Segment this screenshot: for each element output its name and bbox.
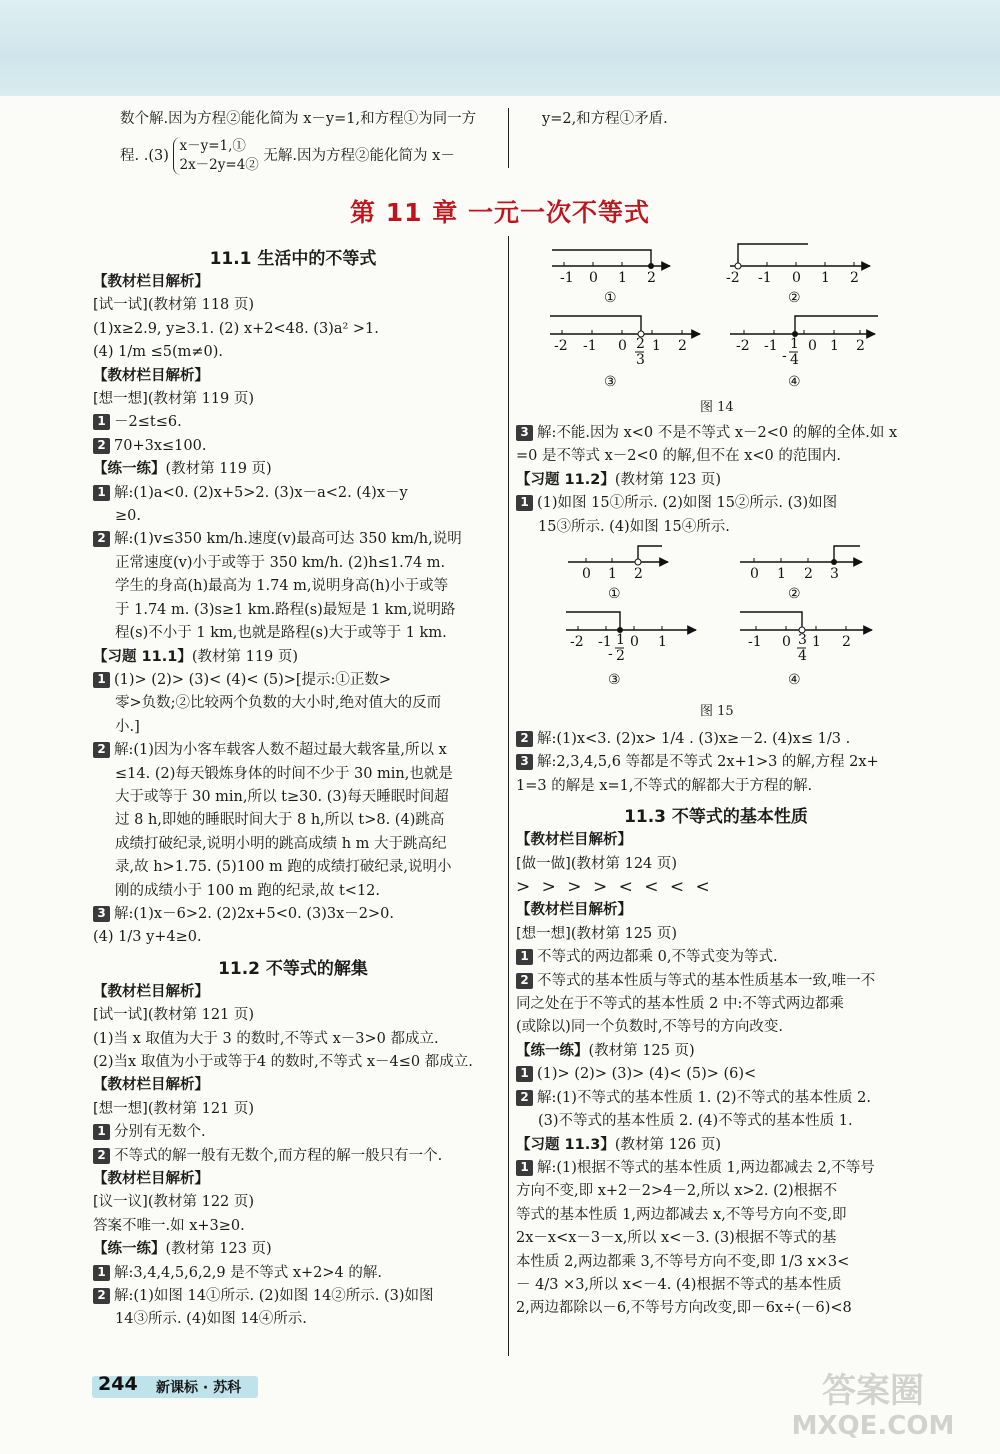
svg-text:0: 0 [782, 634, 791, 650]
number-line-14-2 [726, 244, 870, 306]
svg-text:2: 2 [647, 270, 656, 286]
question-number-2: 2 [93, 438, 110, 454]
svg-text:4: 4 [790, 352, 799, 368]
answer-line: ≥0. [115, 508, 141, 525]
answer-line: 解:(1)x<3. (2)x> 1/4 . (3)x≥－2. (4)x≤ 1/3 . [537, 731, 851, 747]
figure-14-caption: 图 14 [700, 400, 734, 415]
answer-line: 不等式的基本性质与等式的基本性质基本一致,唯一不 [537, 972, 876, 989]
header-banner [0, 0, 1000, 96]
think-title: [想一想] [93, 1100, 148, 1117]
fig14-label-2: ② [788, 290, 801, 306]
answer-line: (3)不等式的基本性质 2. (4)不等式的基本性质 1. [538, 1113, 853, 1130]
top-divider [508, 108, 509, 168]
svg-text:2: 2 [842, 634, 851, 650]
answer-line: 零>负数;②比较两个负数的大小时,绝对值大的反而 [115, 695, 442, 712]
equation-system [173, 137, 258, 175]
answer-line: 同之处在于不等式的基本性质 2 中:不等式两边都乘 [516, 996, 844, 1013]
answer-line: 解:(1)如图 14①所示. (2)如图 14②所示. (3)如图 [114, 1288, 434, 1305]
think-title: [想一想] [516, 925, 571, 942]
practice-title: 【练一练】 [93, 1241, 166, 1258]
top-left-block [120, 108, 500, 175]
section-11-2-title: 11.2 不等式的解集 [218, 958, 368, 979]
section-11-1-title: 11.1 生活中的不等式 [209, 249, 377, 269]
section-header: 【教材栏目解析】 [516, 902, 632, 919]
answer-line: 解:不能.因为 x<0 不是不等式 x－2<0 的解的全体.如 x [537, 425, 898, 441]
answer-line: (1)当 x 取值为大于 3 的数时,不等式 x－3>0 都成立. [93, 1030, 439, 1047]
svg-text:-2: -2 [726, 270, 740, 286]
svg-text:1: 1 [618, 270, 627, 286]
exercise-title: 【习题 11.2】 [516, 471, 615, 488]
answer-line: 小.] [115, 718, 140, 735]
top-left-line2 [120, 137, 500, 175]
section-header: 【教材栏目解析】 [93, 1171, 209, 1188]
answer-line: 录,故 h>1.75. (5)100 m 跑的成绩打破纪录,说明小 [115, 859, 452, 876]
answer-line: 不等式的解一般有无数个,而方程的解一般只有一个. [114, 1147, 443, 1164]
try-title: [试一试] [93, 297, 148, 314]
fig15-label-3: ③ [608, 672, 621, 688]
svg-text:1: 1 [821, 270, 830, 286]
textbook-ref: (教材第 118 页) [147, 297, 255, 314]
answer-line: 解:3,4,4,5,6,2,9 是不等式 x+2>4 的解. [114, 1264, 382, 1281]
question-number-1: 1 [93, 414, 110, 430]
fig15-label-1: ① [608, 586, 621, 602]
fig15-label-4: ④ [788, 672, 801, 688]
answer-line: －2≤t≤6. [114, 414, 182, 431]
fig14-label-3: ③ [604, 374, 617, 390]
svg-text:2: 2 [634, 566, 643, 582]
column-divider [508, 236, 509, 1356]
svg-text:-: - [608, 646, 613, 662]
system-eq-a: x－y=1,① [179, 138, 246, 155]
textbook-ref: (教材第 121 页) [147, 1100, 255, 1117]
answer-line: 1=3 的解是 x=1,不等式的解都大于方程的解. [516, 777, 813, 794]
svg-text:0: 0 [630, 634, 639, 650]
top-right-line: y=2,和方程①矛盾. [542, 111, 668, 127]
section-11-3-title: 11.3 不等式的基本性质 [624, 807, 808, 828]
number-line-14-3 [550, 316, 700, 390]
practice-title: 【练一练】 [516, 1042, 589, 1059]
left-column [93, 240, 493, 1332]
answer-line: (2)当x 取值为小于或等于4 的数时,不等式 x－4≤0 都成立. [93, 1054, 473, 1070]
svg-text:1: 1 [812, 634, 821, 650]
answer-line: 刚的成绩小于 100 m 跑的纪录,故 t<12. [115, 882, 381, 899]
exercise-title: 【习题 11.1】 [93, 648, 192, 665]
number-line-14-4 [730, 316, 878, 390]
svg-text:2: 2 [850, 270, 859, 286]
textbook-ref: (教材第 119 页) [191, 648, 299, 665]
textbook-ref: (教材第 125 页) [588, 1042, 695, 1059]
svg-text:2: 2 [678, 338, 687, 354]
question-number-1: 1 [516, 495, 533, 511]
question-number-2: 2 [516, 1090, 533, 1106]
svg-text:3: 3 [636, 352, 645, 368]
answer-line: 本性质 2,两边都乘 3,不等号方向不变,即 1/3 x×3< [516, 1253, 850, 1270]
answer-line: (1)x≥2.9, y≥3.1. (2) x+2<48. (3)a² >1. [93, 320, 379, 337]
figure-14 [540, 236, 900, 396]
answer-line: (或除以)同一个负数时,不等号的方向改变. [516, 1019, 784, 1036]
svg-text:0: 0 [750, 566, 759, 582]
svg-text:-1: -1 [758, 270, 772, 286]
answer-line: 正常速度(v)小于或等于 350 km/h. (2)h≤1.74 m. [115, 554, 446, 571]
answer-line: 答案不唯一.如 x+3≥0. [93, 1217, 245, 1234]
answer-line: 分别有无数个. [114, 1124, 206, 1141]
answer-line: 解:(1)v≤350 km/h.速度(v)最高可达 350 km/h,说明 [114, 531, 462, 548]
right-column-upper [516, 422, 916, 539]
answer-line: 2x－x<x－3－x,所以 x<－3. (3)根据不等式的基 [516, 1230, 837, 1247]
answer-line: 解:(1)不等式的基本性质 1. (2)不等式的基本性质 2. [537, 1089, 871, 1106]
section-header: 【教材栏目解析】 [93, 983, 209, 1000]
do-title: [做一做] [516, 855, 571, 872]
number-line-15-2 [740, 546, 862, 602]
answer-line: ≤14. (2)每天锻炼身体的时间不少于 30 min,也就是 [115, 765, 453, 782]
series-label: 新课标 · 苏科 [156, 1380, 242, 1396]
answer-line: 过 8 h,即她的睡眠时间大于 8 h,所以 t>8. (4)跳高 [115, 812, 445, 829]
answer-line: 70+3x≤100. [114, 437, 207, 454]
answer-line: 程(s)不小于 1 km,也就是路程(s)大于或等于 1 km. [115, 625, 447, 642]
answer-line: 大于或等于 30 min,所以 t≥30. (3)每天睡眠时间超 [115, 788, 449, 805]
number-line-15-3 [566, 612, 696, 688]
svg-text:-2: -2 [736, 338, 750, 354]
textbook-ref: (教材第 119 页) [165, 461, 272, 478]
answer-line: (1)> (2)> (3)> (4)< (5)> (6)< [537, 1066, 757, 1083]
practice-title: 【练一练】 [93, 461, 166, 478]
fig14-label-1: ① [604, 290, 617, 306]
answer-line: =0 是不等式 x－2<0 的解,但不在 x<0 的范围内. [516, 448, 841, 465]
svg-text:2: 2 [616, 648, 625, 664]
answer-line: 2,两边都除以－6,不等号方向改变,即－6x÷(－6)<8 [516, 1300, 852, 1317]
svg-text:1: 1 [616, 632, 625, 648]
svg-text:0: 0 [618, 338, 627, 354]
watermark-logo [758, 1362, 988, 1440]
section-header: 【教材栏目解析】 [516, 832, 632, 849]
question-number-1: 1 [516, 1066, 533, 1082]
textbook-ref: (教材第 124 页) [570, 855, 678, 872]
answer-line: 解:2,3,4,5,6 等都是不等式 2x+1>3 的解,方程 2x+ [537, 754, 879, 771]
answer-line: 15③所示. (4)如图 15④所示. [538, 518, 730, 535]
answer-line: 学生的身高(h)最高为 1.74 m,说明身高(h)小于或等 [115, 578, 449, 595]
svg-text:0: 0 [808, 338, 817, 354]
answer-line: 不等式的两边都乘 0,不等式变为等式. [537, 949, 778, 966]
svg-text:1: 1 [790, 336, 799, 352]
svg-text:1: 1 [658, 634, 667, 650]
textbook-ref: (教材第 119 页) [147, 391, 255, 408]
answer-line: (1)> (2)> (3)< (4)< (5)>[提示:①正数> [114, 671, 392, 688]
question-number-2: 2 [93, 1148, 110, 1164]
system-eq-b: 2x－2y=4② [179, 157, 259, 174]
chapter-title: 第 11 章 一元一次不等式 [350, 198, 650, 227]
try-title: [试一试] [93, 1007, 148, 1024]
textbook-ref: (教材第 126 页) [614, 1136, 722, 1153]
fig14-label-4: ④ [788, 374, 801, 390]
answer-line: 解:(1)根据不等式的基本性质 1,两边都减去 2,不等号 [537, 1159, 875, 1176]
exercise-title: 【习题 11.3】 [516, 1136, 615, 1153]
textbook-ref: (教材第 125 页) [570, 925, 678, 942]
textbook-ref: (教材第 121 页) [147, 1007, 255, 1024]
discuss-title: [议一议] [93, 1194, 148, 1211]
svg-text:2: 2 [804, 566, 813, 582]
svg-text:-1: -1 [583, 338, 597, 354]
figure-15 [556, 540, 896, 696]
question-number-1: 1 [93, 1265, 110, 1281]
svg-text:-1: -1 [560, 270, 574, 286]
svg-text:2: 2 [636, 336, 645, 352]
question-number-1: 1 [93, 1124, 110, 1140]
svg-text:-2: -2 [570, 634, 584, 650]
answer-line: 解:(1)a<0. (2)x+5>2. (3)x－a<2. (4)x－y [114, 484, 408, 501]
answer-line: 成绩打破纪录,说明小明的跳高成绩 h m 大于跳高纪 [115, 835, 447, 852]
right-column-lower [516, 728, 916, 1321]
system-suffix: 无解.因为方程②能化简为 x－ [263, 148, 455, 165]
answer-line: 于 1.74 m. (3)s≥1 km.路程(s)最短是 1 km,说明路 [115, 601, 456, 618]
svg-text:3: 3 [798, 632, 807, 648]
section-header: 【教材栏目解析】 [93, 274, 209, 290]
number-line-15-4 [740, 612, 872, 688]
question-number-2: 2 [93, 1288, 110, 1304]
question-number-1: 1 [516, 949, 533, 965]
answer-line: > > > > < < < < [516, 877, 713, 898]
answer-line: － 4/3 ×3,所以 x<－4. (4)根据不等式的基本性质 [516, 1276, 842, 1293]
question-number-2: 2 [516, 973, 533, 989]
svg-text:3: 3 [830, 566, 839, 582]
top-left-line1: 数个解.因为方程②能化简为 x－y=1,和方程①为同一方 [120, 111, 477, 127]
svg-text:1: 1 [830, 338, 839, 354]
section-header: 【教材栏目解析】 [93, 367, 209, 384]
system-prefix: 程. .(3) [120, 148, 169, 165]
fig15-label-2: ② [788, 586, 801, 602]
svg-text:1: 1 [777, 566, 786, 582]
svg-text:4: 4 [798, 648, 807, 664]
svg-text:-2: -2 [554, 338, 568, 354]
svg-text:0: 0 [589, 270, 598, 286]
question-number-1: 1 [93, 672, 110, 688]
answer-line: (4) 1/m ≤5(m≠0). [93, 344, 224, 361]
watermark-text: 答案圈 MXQE.COM [791, 1371, 955, 1440]
svg-text:0: 0 [582, 566, 591, 582]
textbook-ref: (教材第 122 页) [147, 1194, 255, 1211]
question-number-1: 1 [516, 1160, 533, 1176]
textbook-ref: (教材第 123 页) [165, 1241, 272, 1258]
answer-line: 解:(1)因为小客车载客人数不超过最大载客量,所以 x [114, 742, 447, 759]
question-number-1: 1 [93, 485, 110, 501]
think-title: [想一想] [93, 391, 148, 408]
question-number-2: 2 [93, 742, 110, 758]
svg-text:-1: -1 [764, 338, 778, 354]
answer-line: 解:(1)x－6>2. (2)2x+5<0. (3)3x－2>0. [114, 905, 394, 922]
answer-line: (4) 1/3 y+4≥0. [93, 929, 202, 946]
svg-text:0: 0 [792, 270, 801, 286]
number-line-14-1 [552, 250, 670, 306]
svg-text:1: 1 [652, 338, 661, 354]
question-number-3: 3 [516, 425, 533, 441]
page-number: 244 [98, 1373, 138, 1395]
section-header: 【教材栏目解析】 [93, 1077, 209, 1094]
svg-text:-1: -1 [598, 634, 612, 650]
question-number-2: 2 [516, 731, 533, 747]
svg-text:2: 2 [856, 338, 865, 354]
svg-text:-: - [782, 348, 787, 364]
number-line-15-1 [568, 546, 668, 602]
question-number-2: 2 [93, 531, 110, 547]
figure-15-caption: 图 15 [700, 704, 734, 719]
answer-line: (1)如图 15①所示. (2)如图 15②所示. (3)如图 [537, 495, 838, 512]
question-number-3: 3 [93, 906, 110, 922]
answer-line: 14③所示. (4)如图 14④所示. [115, 1311, 307, 1328]
svg-text:-1: -1 [748, 634, 762, 650]
question-number-3: 3 [516, 754, 533, 770]
svg-text:1: 1 [608, 566, 617, 582]
answer-line: 等式的基本性质 1,两边都减去 x,不等号方向不变,即 [516, 1206, 847, 1223]
textbook-ref: (教材第 123 页) [614, 471, 722, 488]
answer-line: 方向不变,即 x+2－2>4－2,所以 x>2. (2)根据不 [516, 1183, 838, 1200]
